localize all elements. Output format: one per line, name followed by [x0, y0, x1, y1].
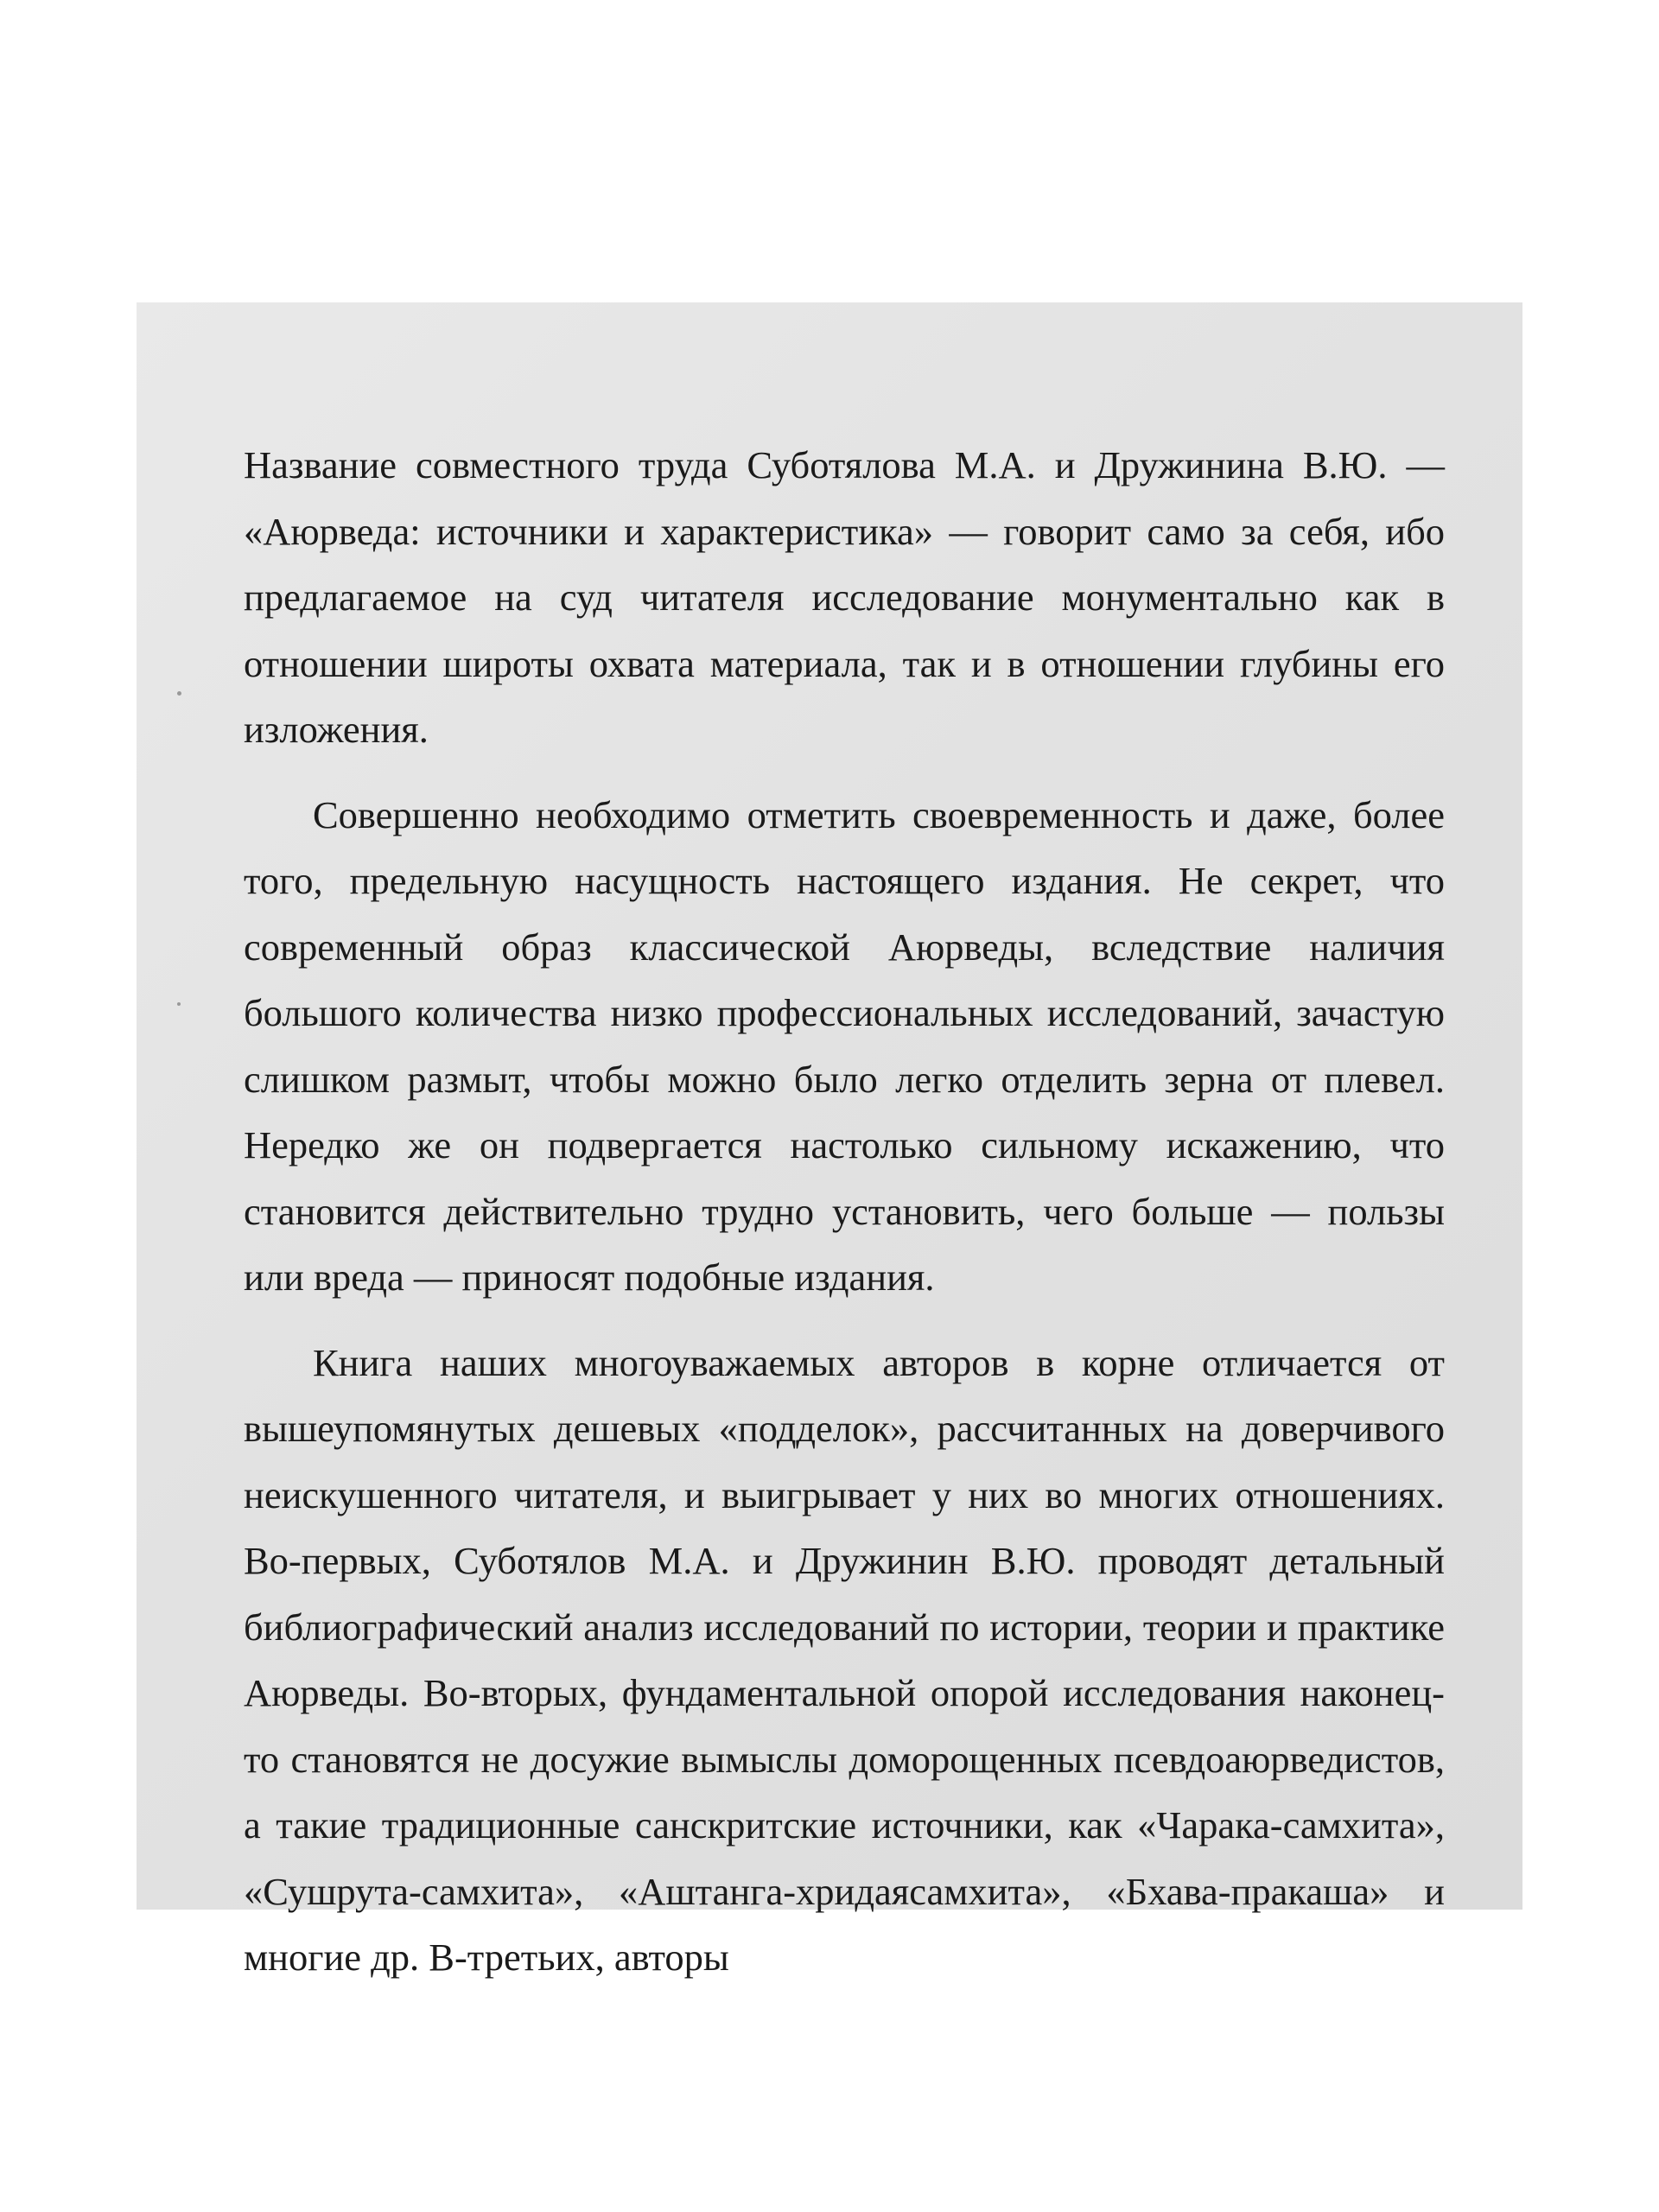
paragraph-2: Совершенно необходимо отметить своевременность и даже, более того, предельную насущность настоящего издания. Не секрет, что современный образ классической Аюрведы, вследствие наличия большого количества низко профессиональных исследований, зачастую слишком размыт, чтобы можно было легко отделить зерна от плевел. Нередко же он подвергается настолько сильному искажению, что становится действительно трудно установить, чего больше — пользы или вреда — приносят подобные издания. [244, 792, 1445, 1299]
paper-speck [177, 691, 181, 696]
book-page [137, 302, 1522, 1979]
paragraph-3: Книга наших многоуважаемых авторов в корне отличается от вышеупомянутых дешевых «подделок», рассчитанных на доверчивого неискушенного читателя, и выигрывает у них во многих отношениях. Во-первых, Суботялов М.А. и Дружинин В.Ю. проводят детальный библиографический анализ исследований по истории, теории и практике Аюрведы. Во-вторых, фундаментальной опорой исследования наконец-то становятся не досужие вымыслы доморощенных псевдоаюрведистов, а такие традиционные санскритские источники, как «Чарака-самхита», «Сушрута-самхита», «Аштанга-хридаясамхита», «Бхава-пракаша» и многие др. В-третьих, авторы [244, 1340, 1445, 1979]
body-text [244, 432, 1445, 1991]
paragraph-1: Название совместного труда Суботялова М.А. и Дружинина В.Ю. — «Аюрведа: источники и характеристика» — говорит само за себя, ибо предлагаемое на суд читателя исследование монументально как в отношении широты охвата материала, так и в отношении глубины его изложения. [244, 443, 1445, 751]
paper-speck [177, 1002, 181, 1006]
